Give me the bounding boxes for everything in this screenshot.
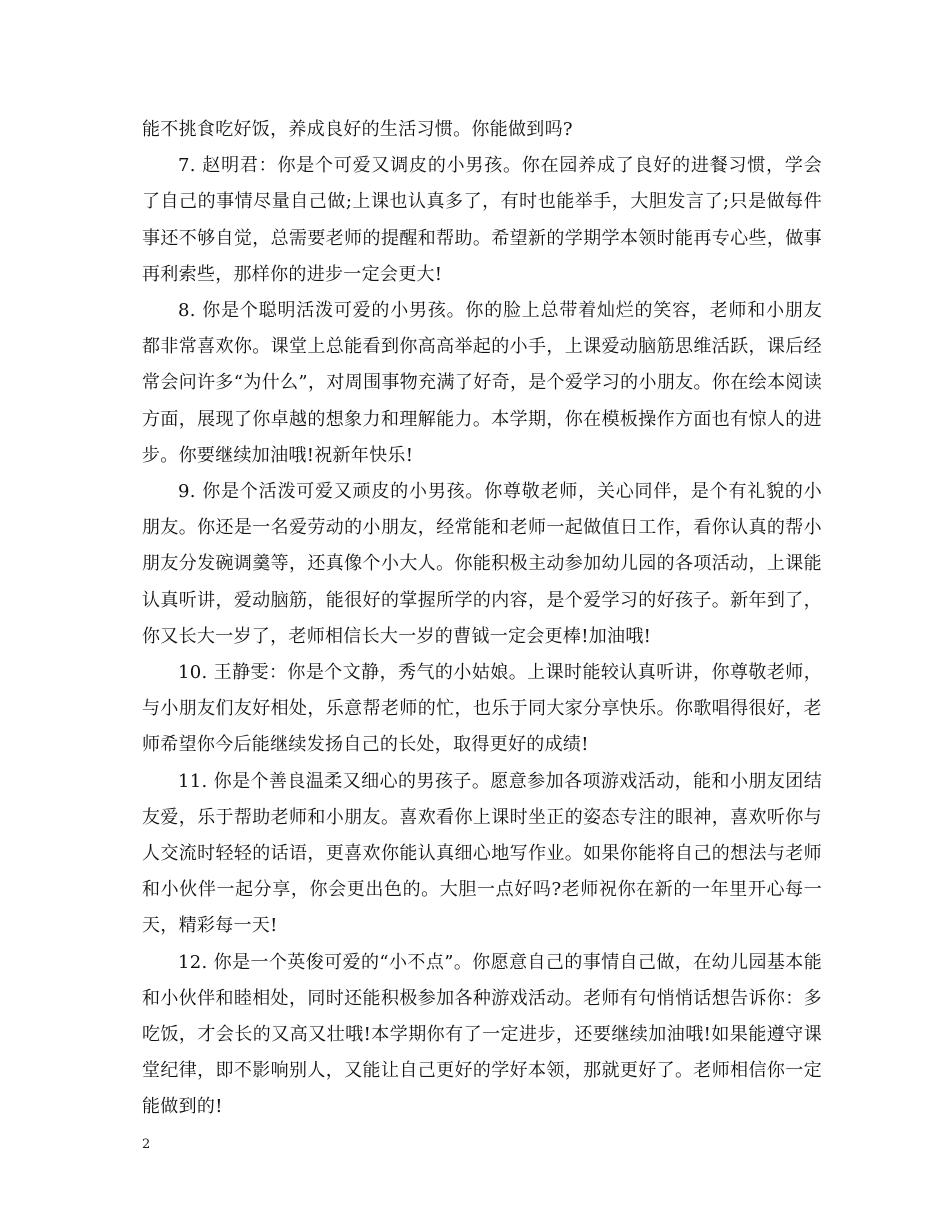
page-number: 2 [142, 1137, 151, 1152]
paragraph-comment-9: 9. 你是个活泼可爱又顽皮的小男孩。你尊敬老师，关心同伴，是个有礼貌的小朋友。你还是一名爱劳动的小朋友，经常能和老师一起做值日工作，看你认真的帮小朋友分发碗调羹等，还真像个小大人。你能积极主动参加幼儿园的各项活动，上课能认真听讲，爱动脑筋，能很好的掌握所学的内容，是个爱学习的好孩子。新年到了，你又长大一岁了，老师相信长大一岁的曹钺一定会更棒!加油哦! [142, 481, 822, 647]
paragraph-comment-10: 10. 王静雯：你是个文静，秀气的小姑娘。上课时能较认真听讲，你尊敬老师，与小朋友们友好相处，乐意帮老师的忙，也乐于同大家分享快乐。你歌唱得很好，老师希望你今后能继续发扬自己的长处，取得更好的成绩! [142, 662, 822, 756]
paragraph-comment-7: 7. 赵明君：你是个可爱又调皮的小男孩。你在园养成了良好的进餐习惯，学会了自己的事情尽量自己做;上课也认真多了，有时也能举手，大胆发言了;只是做每件事还不够自觉，总需要老师的提醒和帮助。希望新的学期学本领时能再专心些，做事再利索些，那样你的进步一定会更大! [142, 155, 822, 285]
paragraph-comment-11: 11. 你是个善良温柔又细心的男孩子。愿意参加各项游戏活动，能和小朋友团结友爱，乐于帮助老师和小朋友。喜欢看你上课时坐正的姿态专注的眼神，喜欢听你与人交流时轻轻的话语，更喜欢你能认真细心地写作业。如果你能将自己的想法与老师和小伙伴一起分享，你会更出色的。大胆一点好吗?老师祝你在新的一年里开心每一天，精彩每一天! [142, 770, 822, 937]
paragraph-continuation: 能不挑食吃好饭，养成良好的生活习惯。你能做到吗? [142, 119, 573, 140]
document-body [142, 112, 822, 1126]
paragraph-comment-8: 8. 你是个聪明活泼可爱的小男孩。你的脸上总带着灿烂的笑容，老师和小朋友都非常喜欢你。课堂上总能看到你高高举起的小手，上课爱动脑筋思维活跃，课后经常会问许多“为什么”，对周围事物充满了好奇，是个爱学习的小朋友。你在绘本阅读方面，展现了你卓越的想象力和理解能力。本学期，你在模板操作方面也有惊人的进步。你要继续加油哦!祝新年快乐! [142, 300, 822, 466]
paragraph-comment-12: 12. 你是一个英俊可爱的“小不点”。你愿意自己的事情自己做，在幼儿园基本能和小伙伴和睦相处，同时还能积极参加各种游戏活动。老师有句悄悄话想告诉你：多吃饭，才会长的又高又壮哦!本学期你有了一定进步，还要继续加油哦!如果能遵守课堂纪律，即不影响别人，又能让自己更好的学好本领，那就更好了。老师相信你一定能做到的! [142, 951, 822, 1118]
